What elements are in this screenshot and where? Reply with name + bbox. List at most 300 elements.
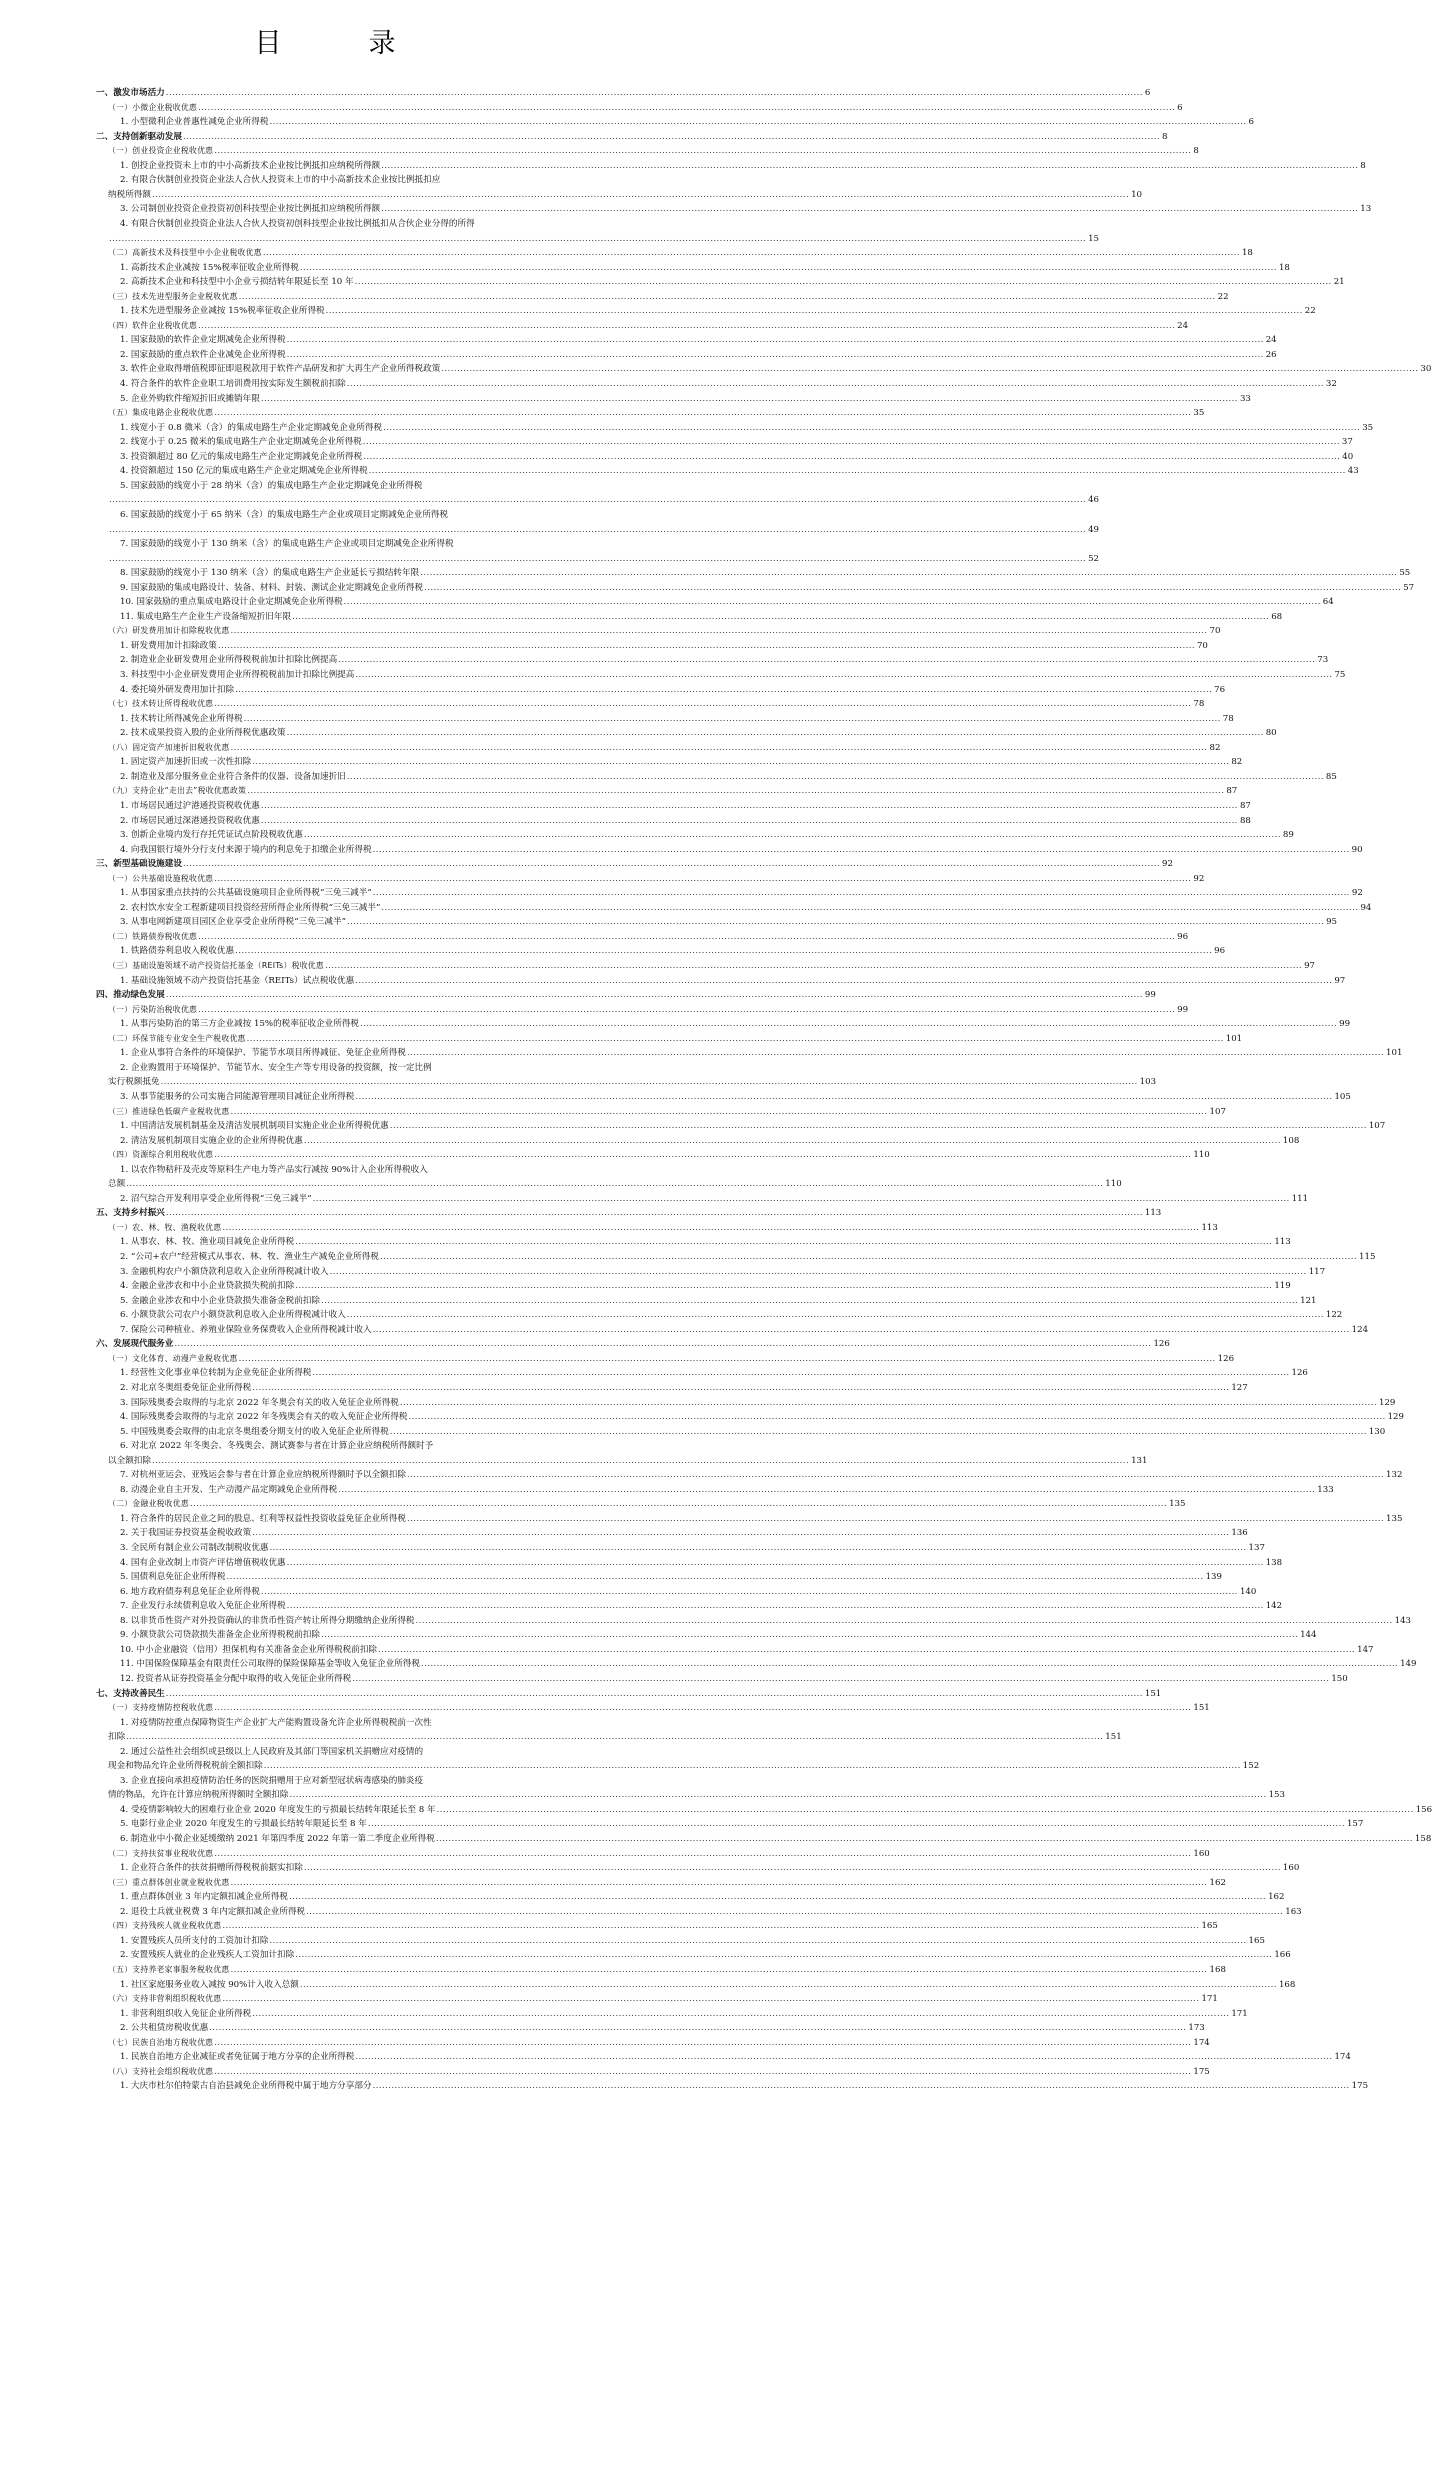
toc-entry-title: 1. 线宽小于 0.8 微米（含）的集成电路生产企业定期减免企业所得税 — [120, 422, 383, 433]
toc-page-number: 162 — [1268, 1892, 1285, 1903]
toc-entry[interactable] — [120, 1803, 1432, 1817]
toc-entry[interactable] — [120, 1890, 1285, 1904]
toc-entry-title: 3. 全民所有制企业公司制改制税收优惠 — [120, 1543, 269, 1553]
toc-page-number: 43 — [1347, 466, 1359, 477]
dot-leader — [289, 1890, 1266, 1904]
toc-page-number: 121 — [1300, 1295, 1317, 1306]
toc-entry[interactable] — [120, 362, 1432, 376]
toc-entry[interactable] — [120, 755, 1243, 769]
toc-entry[interactable] — [120, 450, 1354, 464]
toc-section[interactable] — [108, 1701, 1210, 1715]
toc-section[interactable] — [108, 959, 1316, 973]
toc-page-number: 37 — [1341, 437, 1353, 448]
toc-entry-title: 2. 清洁发展机制项目实施企业的企业所得税优惠 — [120, 1135, 303, 1146]
toc-entry[interactable] — [120, 1643, 1374, 1657]
toc-entry[interactable] — [120, 1192, 1309, 1206]
toc-page-number: 95 — [1326, 917, 1338, 928]
toc-entry-title: 四、推动绿色发展 — [96, 990, 165, 1001]
toc-entry-continuation[interactable] — [108, 1730, 1122, 1744]
toc-entry[interactable] — [120, 799, 1251, 813]
toc-entry-title: 1. 固定资产加速折旧或一次性扣除 — [120, 757, 252, 768]
toc-entry[interactable] — [120, 726, 1277, 740]
toc-entry[interactable] — [120, 1978, 1296, 1992]
dot-leader — [420, 566, 1397, 580]
toc-section[interactable] — [108, 246, 1253, 260]
toc-page-number: 13 — [1360, 204, 1372, 215]
dot-leader — [214, 1148, 1191, 1162]
toc-entry[interactable] — [120, 595, 1334, 609]
toc-page-number: 107 — [1209, 1106, 1226, 1117]
toc-chapter[interactable] — [96, 130, 1168, 144]
toc-entry[interactable] — [120, 828, 1294, 842]
toc-entry[interactable] — [120, 683, 1226, 697]
dot-leader — [355, 974, 1332, 988]
toc-chapter[interactable] — [96, 857, 1173, 871]
toc-entry[interactable] — [120, 275, 1345, 289]
toc-chapter[interactable] — [96, 1337, 1170, 1351]
toc-entry-title: 1. 从事国家重点扶持的公共基础设施项目企业所得税“三免三减半” — [120, 888, 372, 899]
toc-entry-title: 1. 企业从事符合条件的环境保护、节能节水项目所得减征、免征企业所得税 — [120, 1048, 406, 1059]
toc-entry-title: 2. 沼气综合开发利用享受企业所得税“三免三减半” — [120, 1193, 312, 1204]
dot-leader — [312, 1366, 1289, 1380]
toc-entry[interactable] — [120, 1745, 558, 1759]
dot-leader — [390, 1119, 1367, 1133]
toc-entry[interactable] — [120, 1046, 1403, 1060]
dot-leader — [198, 1003, 1175, 1017]
toc-page-number: 70 — [1209, 626, 1221, 637]
toc-entry[interactable] — [120, 1512, 1403, 1526]
toc-entry-title: 6. 制造业中小微企业延缓缴纳 2021 年第四季度 2022 年第一第二季度企业所得税 — [120, 1834, 435, 1844]
toc-entry[interactable] — [120, 2021, 1205, 2035]
dot-leader — [230, 1105, 1207, 1119]
toc-page-number: 64 — [1322, 597, 1334, 608]
toc-chapter[interactable] — [96, 86, 1151, 100]
toc-chapter[interactable] — [96, 988, 1156, 1002]
toc-page-number: 113 — [1144, 1208, 1162, 1219]
toc-entry[interactable] — [120, 1381, 1248, 1395]
toc-entry-title: （五）支持养老家事服务税收优惠 — [108, 1964, 230, 1974]
dot-leader — [198, 930, 1175, 944]
toc-page-number: 75 — [1334, 670, 1346, 680]
dot-leader — [409, 1410, 1386, 1424]
toc-section[interactable] — [108, 1105, 1226, 1119]
toc-entry-title: 5. 电影行业企业 2020 年度发生的亏损最长结转年限延长至 8 年 — [120, 1819, 367, 1830]
toc-page-number: 166 — [1274, 1950, 1291, 1961]
toc-entry[interactable] — [120, 1410, 1404, 1424]
toc-entry-title: 2. 关于我国证券投资基金税收政策 — [120, 1528, 252, 1539]
toc-entry[interactable] — [120, 1483, 1334, 1497]
toc-entry[interactable] — [120, 1716, 558, 1730]
toc-entry-title: （一）小微企业税收优惠 — [108, 102, 198, 112]
toc-page-number: 97 — [1304, 961, 1316, 971]
toc-entry[interactable] — [120, 1134, 1300, 1148]
toc-page-number: 101 — [1386, 1048, 1403, 1059]
toc-entry-title: 3. 金融机构农户小额贷款利息收入企业所得税减计收入 — [120, 1266, 329, 1277]
toc-section[interactable] — [108, 406, 1205, 420]
toc-entry[interactable] — [120, 173, 558, 187]
toc-entry-title: 7. 对杭州亚运会、亚残运会参与者在计算企业应纳税所得额时予以全额扣除 — [120, 1470, 406, 1481]
toc-entry-title: 5. 企业外购软件缩短折旧或摊销年限 — [120, 393, 260, 404]
toc-entry-title: 7. 保险公司种植业、养殖业保险业务保费收入企业所得税减计收入 — [120, 1324, 372, 1335]
toc-entry[interactable] — [120, 508, 558, 522]
toc-page-number: 40 — [1342, 451, 1354, 462]
toc-entry[interactable] — [120, 886, 1363, 900]
dot-leader — [247, 784, 1224, 798]
toc-entry-title: 1. 经营性文化事业单位转制为企业免征企业所得税 — [120, 1368, 312, 1379]
toc-entry-title: 4. 符合条件的软件企业职工培训费用按实际发生额税前扣除 — [120, 379, 346, 389]
toc-entry[interactable] — [120, 421, 1374, 435]
toc-entry[interactable] — [120, 668, 1346, 682]
toc-entry[interactable] — [120, 843, 1363, 857]
toc-entry[interactable] — [120, 653, 1329, 667]
toc-section[interactable] — [108, 741, 1221, 755]
toc-entry-continuation[interactable] — [108, 1075, 1157, 1089]
toc-page-number: 151 — [1105, 1732, 1122, 1743]
toc-entry-title: 4. 国际残奥委会取得的与北京 2022 年冬残奥会有关的收入免征企业所得税 — [120, 1412, 408, 1423]
dot-leader — [198, 101, 1175, 115]
toc-section[interactable] — [108, 1847, 1210, 1861]
toc-page-number: 49 — [1088, 524, 1100, 535]
toc-entry[interactable] — [120, 1614, 1412, 1628]
toc-section[interactable] — [108, 1003, 1189, 1017]
toc-entry[interactable] — [120, 115, 1254, 129]
dot-leader — [295, 1948, 1272, 1962]
toc-entry[interactable] — [120, 1163, 558, 1177]
toc-page-number: 158 — [1414, 1834, 1432, 1844]
dot-leader — [252, 1381, 1229, 1395]
dot-leader — [292, 610, 1269, 624]
toc-section[interactable] — [108, 319, 1189, 333]
dot-leader — [109, 552, 1086, 566]
toc-entry-title: 1. 非营利组织收入免征企业所得税 — [120, 2008, 252, 2019]
toc-chapter[interactable] — [96, 1687, 1162, 1701]
toc-entry-continuation[interactable] — [108, 523, 1100, 537]
toc-entry[interactable] — [120, 1366, 1308, 1380]
toc-entry-continuation[interactable] — [108, 1788, 1285, 1802]
dot-leader — [338, 1483, 1315, 1497]
toc-entry[interactable] — [120, 464, 1359, 478]
toc-entry[interactable] — [120, 1905, 1302, 1919]
toc-page-number: 35 — [1362, 422, 1374, 433]
toc-entry[interactable] — [120, 974, 1346, 988]
toc-entry-title: （二）高新技术及科技型中小企业税收优惠 — [108, 248, 262, 258]
dot-leader — [230, 1963, 1207, 1977]
toc-page-number: 18 — [1278, 262, 1290, 273]
toc-entry-continuation[interactable] — [108, 1177, 1122, 1191]
toc-entry[interactable] — [120, 1526, 1248, 1540]
toc-entry-title: 1. 重点群体创业 3 年内定额扣减企业所得税 — [120, 1892, 288, 1903]
toc-entry-title: （五）集成电路企业税收优惠 — [108, 408, 214, 418]
toc-entry[interactable] — [120, 1425, 1386, 1439]
toc-section[interactable] — [108, 2036, 1210, 2050]
toc-section[interactable] — [108, 872, 1205, 886]
toc-entry[interactable] — [120, 1657, 1417, 1671]
toc-entry-title: 2. 退役士兵就业税费 3 年内定额扣减企业所得税 — [120, 1906, 306, 1917]
toc-page-number: 55 — [1399, 568, 1411, 579]
toc-section[interactable] — [108, 1352, 1235, 1366]
toc-entry-title: 9. 国家鼓励的集成电路设计、装备、材料、封装、测试企业定期减免企业所得税 — [120, 582, 424, 593]
toc-entry[interactable] — [120, 1439, 558, 1453]
toc-entry[interactable] — [120, 712, 1234, 726]
toc-entry[interactable] — [120, 261, 1290, 275]
dot-leader — [304, 1134, 1281, 1148]
toc-entry[interactable] — [120, 1541, 1265, 1555]
toc-entry-title: 2. 线宽小于 0.25 微米的集成电路生产企业定期减免企业所得税 — [120, 437, 362, 448]
toc-entry[interactable] — [120, 1934, 1265, 1948]
toc-entry-title: 2. 公共租赁房税收优惠 — [120, 2023, 209, 2034]
toc-entry-title: 2. 高新技术企业和科技型中小企业亏损结转年限延长至 10 年 — [120, 277, 354, 288]
toc-entry-title: 4. 投资额超过 150 亿元的集成电路生产企业定期减免企业所得税 — [120, 466, 368, 477]
toc-entry[interactable] — [120, 566, 1411, 580]
toc-entry-title: 三、新型基础设施建设 — [96, 859, 182, 870]
toc-entry[interactable] — [120, 479, 558, 493]
toc-entry-title: 一、激发市场活力 — [96, 88, 165, 98]
toc-entry[interactable] — [120, 1235, 1291, 1249]
dot-leader — [378, 1643, 1355, 1657]
toc-section[interactable] — [108, 2065, 1210, 2079]
toc-entry-title: 4. 有限合伙制创业投资企业法人合伙人投资初创科技型企业按比例抵扣从合伙企业分得的所得 — [120, 218, 475, 229]
dot-leader — [381, 202, 1358, 216]
toc-entry-title: 1. 从事农、林、牧、渔业项目减免企业所得税 — [120, 1237, 295, 1248]
toc-page-number: 162 — [1209, 1877, 1226, 1888]
toc-entry-title: 2. 技术成果投资入股的企业所得税优惠政策 — [120, 728, 286, 739]
toc-entry-title: （二）金融业税收优惠 — [108, 1499, 189, 1509]
toc-entry-title: （一）创业投资企业税收优惠 — [108, 146, 214, 156]
toc-entry[interactable] — [120, 770, 1337, 784]
toc-entry[interactable] — [120, 392, 1251, 406]
toc-page-number: 78 — [1222, 713, 1234, 724]
toc-entry[interactable] — [120, 1265, 1326, 1279]
dot-leader — [152, 1454, 1129, 1468]
dot-leader — [400, 1396, 1377, 1410]
toc-section[interactable] — [108, 1876, 1226, 1890]
toc-page-number: 117 — [1308, 1266, 1326, 1277]
dot-leader — [300, 261, 1277, 275]
toc-entry[interactable] — [120, 1250, 1376, 1264]
toc-entry-title: 4. 委托境外研发费用加计扣除 — [120, 684, 235, 695]
dot-leader — [230, 624, 1207, 638]
toc-entry[interactable] — [120, 1861, 1300, 1875]
toc-entry[interactable] — [120, 1061, 558, 1075]
toc-section[interactable] — [108, 1148, 1210, 1162]
toc-entry[interactable] — [120, 814, 1251, 828]
toc-entry[interactable] — [120, 1119, 1386, 1133]
dot-leader — [166, 86, 1143, 100]
dot-leader — [381, 159, 1358, 173]
toc-entry[interactable] — [120, 1628, 1317, 1642]
toc-entry[interactable] — [120, 1279, 1291, 1293]
toc-entry[interactable] — [120, 1323, 1369, 1337]
toc-page-number: 175 — [1351, 2081, 1369, 2092]
toc-entry[interactable] — [120, 1090, 1351, 1104]
toc-page-number: 92 — [1351, 888, 1363, 899]
toc-section[interactable] — [108, 930, 1189, 944]
toc-entry[interactable] — [120, 304, 1316, 318]
toc-entry[interactable] — [120, 944, 1226, 958]
dot-leader — [363, 450, 1340, 464]
toc-entry-title: 7. 国家鼓励的线宽小于 130 纳米（含）的集成电路生产企业或项目定期减免企业所得税 — [120, 539, 454, 550]
toc-entry-continuation[interactable] — [108, 1759, 1260, 1773]
toc-page-number: 163 — [1285, 1906, 1302, 1917]
dot-leader — [166, 988, 1143, 1002]
toc-entry[interactable] — [120, 1672, 1348, 1686]
toc-entry[interactable] — [120, 2079, 1369, 2093]
toc-entry-title: 六、发展现代服务业 — [96, 1339, 174, 1350]
toc-entry-continuation[interactable] — [108, 552, 1100, 566]
toc-page-number: 92 — [1162, 859, 1173, 870]
toc-entry-title-continued: 总额 — [108, 1179, 126, 1190]
toc-entry-title: 2. 有限合伙制创业投资企业法人合伙人投资未上市的中小高新技术企业按比例抵扣应 — [120, 175, 441, 186]
dot-leader — [295, 1235, 1272, 1249]
toc-entry-title: （四）资源综合利用税收优惠 — [108, 1150, 214, 1160]
toc-entry[interactable] — [120, 901, 1372, 915]
dot-leader — [214, 406, 1191, 420]
toc-entry-title: （七）民族自治地方税收优惠 — [108, 2037, 214, 2047]
dot-leader — [261, 392, 1238, 406]
toc-entry[interactable] — [120, 1556, 1283, 1570]
toc-page-number: 33 — [1239, 393, 1251, 404]
toc-entry[interactable] — [120, 348, 1277, 362]
toc-section[interactable] — [108, 1963, 1226, 1977]
toc-page-number: 165 — [1201, 1921, 1218, 1932]
dot-leader — [360, 1017, 1337, 1031]
dot-leader — [174, 1337, 1151, 1351]
toc-entry[interactable] — [120, 1570, 1222, 1584]
toc-entry[interactable] — [120, 639, 1208, 653]
toc-entry[interactable] — [120, 1468, 1403, 1482]
toc-entry-title: 6. 地方政府债券利息免征企业所得税 — [120, 1586, 260, 1597]
toc-entry-title: 3. 公司制创业投资企业投资初创科技型企业按比例抵扣应纳税所得额 — [120, 204, 381, 215]
dot-leader — [261, 1585, 1238, 1599]
dot-leader — [373, 1323, 1350, 1337]
toc-chapter[interactable] — [96, 1206, 1162, 1220]
dot-leader — [261, 799, 1238, 813]
toc-page-number: 99 — [1177, 1004, 1189, 1015]
toc-section[interactable] — [108, 1497, 1186, 1511]
toc-page-number: 89 — [1282, 830, 1294, 841]
toc-page-number: 131 — [1131, 1455, 1148, 1466]
dot-leader — [230, 741, 1207, 755]
toc-section[interactable] — [108, 1919, 1218, 1933]
toc-section[interactable] — [108, 1992, 1218, 2006]
toc-page-number: 135 — [1169, 1499, 1186, 1510]
toc-entry-title: （九）支持企业“走出去”税收优惠政策 — [108, 786, 247, 796]
dot-leader — [373, 2079, 1350, 2093]
toc-entry[interactable] — [120, 377, 1337, 391]
dot-leader — [252, 2007, 1229, 2021]
toc-section[interactable] — [108, 624, 1221, 638]
dot-leader — [235, 944, 1212, 958]
toc-page-number: 30 — [1420, 364, 1432, 375]
toc-entry-continuation[interactable] — [108, 1454, 1148, 1468]
dot-leader — [263, 246, 1240, 260]
toc-entry[interactable] — [120, 1832, 1432, 1846]
dot-leader — [244, 712, 1221, 726]
toc-entry[interactable] — [120, 2050, 1351, 2064]
dot-leader — [436, 1832, 1413, 1846]
toc-entry[interactable] — [120, 1308, 1343, 1322]
toc-page-number: 127 — [1231, 1382, 1248, 1393]
toc-entry[interactable] — [120, 1774, 558, 1788]
toc-entry[interactable] — [120, 217, 558, 231]
toc-section[interactable] — [108, 1221, 1218, 1235]
toc-entry[interactable] — [120, 610, 1283, 624]
toc-entry-title: 12. 投资者从证券投资基金分配中取得的收入免征企业所得税 — [120, 1673, 352, 1684]
toc-entry-continuation[interactable] — [108, 493, 1100, 507]
toc-entry[interactable] — [120, 1017, 1351, 1031]
dot-leader — [355, 1090, 1332, 1104]
toc-page-number: 92 — [1193, 873, 1205, 884]
toc-section[interactable] — [108, 101, 1183, 115]
toc-page-number: 138 — [1265, 1557, 1283, 1568]
dot-leader — [235, 683, 1212, 697]
toc-section[interactable] — [108, 697, 1205, 711]
toc-page-number: 97 — [1334, 975, 1346, 986]
toc-entry-title: （二）环保节能专业安全生产税收优惠 — [108, 1033, 246, 1043]
toc-entry-continuation[interactable] — [108, 232, 1100, 246]
toc-page-number: 168 — [1278, 1979, 1296, 1990]
page-title: 目 录 — [254, 28, 426, 59]
toc-entry-title: 9. 小额贷款公司贷款损失准备金企业所得税税前扣除 — [120, 1630, 320, 1641]
toc-section[interactable] — [108, 290, 1229, 304]
toc-entry-title: （四）软件企业税收优惠 — [108, 320, 198, 330]
toc-page-number: 18 — [1241, 248, 1253, 259]
toc-entry[interactable] — [120, 1585, 1257, 1599]
dot-leader — [347, 770, 1324, 784]
toc-entry-continuation[interactable] — [108, 188, 1143, 202]
dot-leader — [369, 464, 1346, 478]
toc-page-number: 35 — [1193, 408, 1205, 419]
toc-entry-title: 五、支持乡村振兴 — [96, 1208, 165, 1219]
toc-entry[interactable] — [120, 159, 1366, 173]
dot-leader — [239, 290, 1216, 304]
toc-entry-title: 1. 创投企业投资未上市的中小高新技术企业按比例抵扣应纳税所得额 — [120, 160, 381, 171]
toc-entry[interactable] — [120, 1599, 1283, 1613]
dot-leader — [109, 493, 1086, 507]
toc-entry-title: 1. 中国清洁发展机制基金及清洁发展机制项目实施企业企业所得税优惠 — [120, 1121, 389, 1132]
dot-leader — [373, 886, 1350, 900]
toc-entry[interactable] — [120, 2007, 1248, 2021]
toc-page-number: 137 — [1248, 1543, 1265, 1553]
toc-entry[interactable] — [120, 1817, 1364, 1831]
toc-entry-title: 5. 中国残奥委会取得的由北京冬奥组委分期支付的收入免征企业所得税 — [120, 1426, 389, 1437]
toc-entry[interactable] — [120, 435, 1353, 449]
toc-section[interactable] — [108, 1032, 1243, 1046]
toc-entry[interactable] — [120, 1948, 1291, 1962]
dot-leader — [239, 1352, 1216, 1366]
dot-leader — [321, 1628, 1298, 1642]
dot-leader — [437, 1803, 1414, 1817]
toc-entry[interactable] — [120, 202, 1372, 216]
toc-section[interactable] — [108, 144, 1199, 158]
dot-leader — [222, 1919, 1199, 1933]
dot-leader — [383, 421, 1360, 435]
toc-entry-title: 6. 对北京 2022 年冬奥会、冬残奥会、测试赛参与者在计算企业应纳税所得额时予 — [120, 1441, 434, 1452]
toc-entry[interactable] — [120, 1294, 1317, 1308]
toc-entry-title: 3. 投资额超过 80 亿元的集成电路生产企业定期减免企业所得税 — [120, 451, 363, 462]
toc-page-number: 140 — [1239, 1586, 1257, 1597]
toc-entry[interactable] — [120, 537, 558, 551]
toc-entry[interactable] — [120, 915, 1338, 929]
toc-entry-title: 1. 技术先进型服务企业减按 15%税率征收企业所得税 — [120, 306, 325, 317]
dot-leader — [355, 668, 1332, 682]
toc-entry[interactable] — [120, 581, 1415, 595]
dot-leader — [183, 857, 1160, 871]
toc-entry[interactable] — [120, 1396, 1396, 1410]
toc-section[interactable] — [108, 784, 1238, 798]
toc-entry[interactable] — [120, 333, 1277, 347]
dot-leader — [416, 1614, 1393, 1628]
